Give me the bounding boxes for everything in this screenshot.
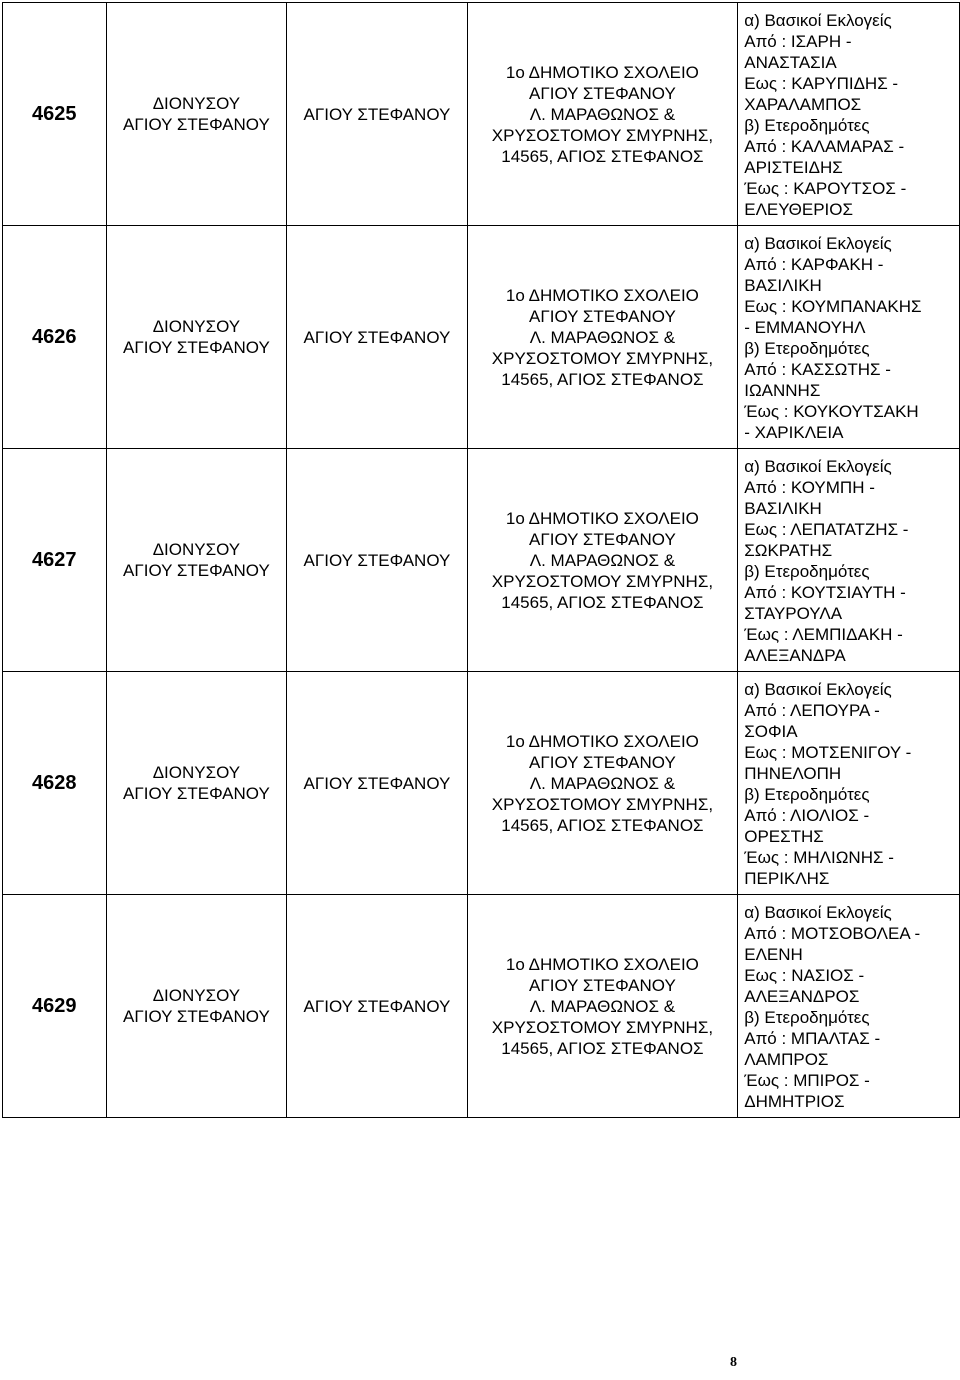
- voters-range-cell-line: Έως : ΛΕΜΠΙΔΑΚΗ -: [744, 625, 903, 644]
- municipality-cell: [106, 226, 287, 449]
- voters-range-cell-line: ΧΑΡΑΛΑΜΠΟΣ: [744, 95, 862, 114]
- voters-range-cell-line: Έως : ΚΑΡΟΥΤΣΟΣ -: [744, 179, 907, 198]
- voters-range-cell-line: Από : ΚΟΥΜΠΗ -: [744, 478, 875, 497]
- voters-range-cell: [738, 226, 960, 449]
- voters-range-cell-line: β) Ετεροδημότες: [744, 785, 870, 804]
- municipality-cell-line: ΔΙΟΝΥΣΟΥ: [152, 317, 241, 336]
- voters-range-cell-line: Εως : ΛΕΠΑΤΑΤΖΗΣ -: [744, 520, 909, 539]
- voters-range-cell-line: Από : ΚΑΣΣΩΤΗΣ -: [744, 360, 891, 379]
- voters-range-cell-line: ΔΗΜΗΤΡΙΟΣ: [744, 1092, 845, 1111]
- address-cell-line: ΧΡΥΣΟΣΤΟΜΟΥ ΣΜΥΡΝΗΣ,: [491, 571, 714, 591]
- voters-range-cell-line: ΑΝΑΣΤΑΣΙΑ: [744, 53, 837, 72]
- address-cell-line: ΑΓΙΟΥ ΣΤΕΦΑΝΟΥ: [529, 975, 676, 995]
- voters-range-cell-line: α) Βασικοί Εκλογείς: [744, 234, 892, 253]
- table-row: [3, 226, 960, 449]
- page-number: 8: [730, 1355, 737, 1370]
- address-cell-line: 14565, ΑΓΙΟΣ ΣΤΕΦΑΝΟΣ: [501, 146, 704, 166]
- address-cell: [467, 895, 738, 1118]
- municipal-unit-cell: ΑΓΙΟΥ ΣΤΕΦΑΝΟΥ: [287, 226, 467, 449]
- address-cell-line: Λ. ΜΑΡΑΘΩΝΟΣ &: [529, 550, 676, 570]
- voters-range-cell-line: ΣΩΚΡΑΤΗΣ: [744, 541, 833, 560]
- municipality-cell: [106, 672, 287, 895]
- table-body: [3, 3, 960, 1118]
- address-cell-line: 1ο ΔΗΜΟΤΙΚΟ ΣΧΟΛΕΙΟ: [505, 285, 699, 305]
- voters-range-cell-line: β) Ετεροδημότες: [744, 339, 870, 358]
- voters-range-cell-line: - ΕΜΜΑΝΟΥΗΛ: [744, 318, 866, 337]
- municipal-unit-cell: ΑΓΙΟΥ ΣΤΕΦΑΝΟΥ: [287, 672, 467, 895]
- voters-range-cell: [738, 3, 960, 226]
- voters-range-cell-line: ΠΕΡΙΚΛΗΣ: [744, 869, 830, 888]
- address-cell-line: Λ. ΜΑΡΑΘΩΝΟΣ &: [529, 104, 676, 124]
- municipality-cell: [106, 449, 287, 672]
- municipality-cell-line: ΔΙΟΝΥΣΟΥ: [152, 94, 241, 113]
- voters-range-cell-line: ΣΟΦΙΑ: [744, 722, 798, 741]
- voters-range-cell-line: - ΧΑΡΙΚΛΕΙΑ: [744, 423, 844, 442]
- address-cell-line: ΑΓΙΟΥ ΣΤΕΦΑΝΟΥ: [529, 83, 676, 103]
- voters-range-cell-line: Έως : ΜΗΛΙΩΝΗΣ -: [744, 848, 894, 867]
- municipality-cell-line: ΑΓΙΟΥ ΣΤΕΦΑΝΟΥ: [123, 784, 270, 803]
- municipality-cell-line: ΑΓΙΟΥ ΣΤΕΦΑΝΟΥ: [123, 1007, 270, 1026]
- voters-range-cell-line: α) Βασικοί Εκλογείς: [744, 680, 892, 699]
- voters-range-cell-line: Έως : ΜΠΙΡΟΣ -: [744, 1071, 870, 1090]
- address-cell-line: 1ο ΔΗΜΟΤΙΚΟ ΣΧΟΛΕΙΟ: [505, 954, 699, 974]
- voters-range-cell-line: Έως : ΚΟΥΚΟΥΤΣΑΚΗ: [744, 402, 919, 421]
- municipality-cell-line: ΔΙΟΝΥΣΟΥ: [152, 763, 241, 782]
- voters-range-cell-line: Εως : ΚΑΡΥΠΙΔΗΣ -: [744, 74, 899, 93]
- voters-range-cell-line: Από : ΚΟΥΤΣΙΑΥΤΗ -: [744, 583, 906, 602]
- address-cell-line: ΧΡΥΣΟΣΤΟΜΟΥ ΣΜΥΡΝΗΣ,: [491, 125, 714, 145]
- municipality-cell-line: ΑΓΙΟΥ ΣΤΕΦΑΝΟΥ: [123, 338, 270, 357]
- address-cell-line: 14565, ΑΓΙΟΣ ΣΤΕΦΑΝΟΣ: [501, 369, 704, 389]
- voters-range-cell-line: ΛΑΜΠΡΟΣ: [744, 1050, 829, 1069]
- address-cell-line: 1ο ΔΗΜΟΤΙΚΟ ΣΧΟΛΕΙΟ: [505, 62, 699, 82]
- voters-range-cell-line: Εως : ΝΑΣΙΟΣ -: [744, 966, 865, 985]
- voters-range-cell: [738, 672, 960, 895]
- address-cell-line: 14565, ΑΓΙΟΣ ΣΤΕΦΑΝΟΣ: [501, 815, 704, 835]
- table-row: [3, 672, 960, 895]
- address-cell-line: Λ. ΜΑΡΑΘΩΝΟΣ &: [529, 773, 676, 793]
- polling-stations-table: [2, 2, 960, 1118]
- address-cell-line: Λ. ΜΑΡΑΘΩΝΟΣ &: [529, 327, 676, 347]
- voters-range-cell-line: ΑΛΕΞΑΝΔΡΟΣ: [744, 987, 860, 1006]
- voters-range-cell-line: ΒΑΣΙΛΙΚΗ: [744, 499, 822, 518]
- station-number: 4629: [3, 895, 107, 1118]
- municipality-cell-line: ΑΓΙΟΥ ΣΤΕΦΑΝΟΥ: [123, 115, 270, 134]
- municipality-cell: [106, 3, 287, 226]
- station-number: 4628: [3, 672, 107, 895]
- voters-range-cell-line: ΑΛΕΞΑΝΔΡΑ: [744, 646, 846, 665]
- station-number: 4627: [3, 449, 107, 672]
- voters-range-cell-line: Εως : ΜΟΤΣΕΝΙΓΟΥ -: [744, 743, 912, 762]
- voters-range-cell-line: Εως : ΚΟΥΜΠΑΝΑΚΗΣ: [744, 297, 922, 316]
- municipal-unit-cell: ΑΓΙΟΥ ΣΤΕΦΑΝΟΥ: [287, 3, 467, 226]
- address-cell-line: 14565, ΑΓΙΟΣ ΣΤΕΦΑΝΟΣ: [501, 592, 704, 612]
- address-cell-line: 14565, ΑΓΙΟΣ ΣΤΕΦΑΝΟΣ: [501, 1038, 704, 1058]
- voters-range-cell-line: β) Ετεροδημότες: [744, 116, 870, 135]
- voters-range-cell-line: Από : ΛΕΠΟΥΡΑ -: [744, 701, 880, 720]
- table-row: [3, 895, 960, 1118]
- table-row: [3, 3, 960, 226]
- voters-range-cell-line: ΣΤΑΥΡΟΥΛΑ: [744, 604, 843, 623]
- municipality-cell: [106, 895, 287, 1118]
- voters-range-cell-line: α) Βασικοί Εκλογείς: [744, 11, 892, 30]
- station-number: 4626: [3, 226, 107, 449]
- address-cell: [467, 672, 738, 895]
- voters-range-cell-line: ΒΑΣΙΛΙΚΗ: [744, 276, 822, 295]
- address-cell-line: ΑΓΙΟΥ ΣΤΕΦΑΝΟΥ: [529, 752, 676, 772]
- municipality-cell-line: ΔΙΟΝΥΣΟΥ: [152, 986, 241, 1005]
- voters-range-cell-line: α) Βασικοί Εκλογείς: [744, 903, 892, 922]
- address-cell-line: ΧΡΥΣΟΣΤΟΜΟΥ ΣΜΥΡΝΗΣ,: [491, 794, 714, 814]
- address-cell-line: Λ. ΜΑΡΑΘΩΝΟΣ &: [529, 996, 676, 1016]
- address-cell: [467, 3, 738, 226]
- voters-range-cell-line: ΑΡΙΣΤΕΙΔΗΣ: [744, 158, 843, 177]
- voters-range-cell-line: ΕΛΕΥΘΕΡΙΟΣ: [744, 200, 854, 219]
- voters-range-cell-line: Από : ΚΑΡΦΑΚΗ -: [744, 255, 884, 274]
- address-cell-line: 1ο ΔΗΜΟΤΙΚΟ ΣΧΟΛΕΙΟ: [505, 508, 699, 528]
- address-cell-line: ΑΓΙΟΥ ΣΤΕΦΑΝΟΥ: [529, 529, 676, 549]
- voters-range-cell-line: ΕΛΕΝΗ: [744, 945, 803, 964]
- address-cell-line: ΧΡΥΣΟΣΤΟΜΟΥ ΣΜΥΡΝΗΣ,: [491, 348, 714, 368]
- municipality-cell-line: ΔΙΟΝΥΣΟΥ: [152, 540, 241, 559]
- address-cell: [467, 226, 738, 449]
- voters-range-cell: [738, 895, 960, 1118]
- voters-range-cell-line: α) Βασικοί Εκλογείς: [744, 457, 892, 476]
- address-cell-line: ΧΡΥΣΟΣΤΟΜΟΥ ΣΜΥΡΝΗΣ,: [491, 1017, 714, 1037]
- municipal-unit-cell: ΑΓΙΟΥ ΣΤΕΦΑΝΟΥ: [287, 895, 467, 1118]
- voters-range-cell-line: Από : ΙΣΑΡΗ -: [744, 32, 852, 51]
- municipality-cell-line: ΑΓΙΟΥ ΣΤΕΦΑΝΟΥ: [123, 561, 270, 580]
- voters-range-cell-line: ΟΡΕΣΤΗΣ: [744, 827, 824, 846]
- voters-range-cell: [738, 449, 960, 672]
- voters-range-cell-line: ΠΗΝΕΛΟΠΗ: [744, 764, 842, 783]
- voters-range-cell-line: β) Ετεροδημότες: [744, 562, 870, 581]
- station-number: 4625: [3, 3, 107, 226]
- address-cell-line: ΑΓΙΟΥ ΣΤΕΦΑΝΟΥ: [529, 306, 676, 326]
- address-cell: [467, 449, 738, 672]
- voters-range-cell-line: ΙΩΑΝΝΗΣ: [744, 381, 821, 400]
- voters-range-cell-line: Από : ΚΑΛΑΜΑΡΑΣ -: [744, 137, 905, 156]
- municipal-unit-cell: ΑΓΙΟΥ ΣΤΕΦΑΝΟΥ: [287, 449, 467, 672]
- table-row: [3, 449, 960, 672]
- voters-range-cell-line: Από : ΜΠΑΛΤΑΣ -: [744, 1029, 881, 1048]
- voters-range-cell-line: Από : ΛΙΟΛΙΟΣ -: [744, 806, 870, 825]
- voters-range-cell-line: β) Ετεροδημότες: [744, 1008, 870, 1027]
- voters-range-cell-line: Από : ΜΟΤΣΟΒΟΛΕΑ -: [744, 924, 921, 943]
- address-cell-line: 1ο ΔΗΜΟΤΙΚΟ ΣΧΟΛΕΙΟ: [505, 731, 699, 751]
